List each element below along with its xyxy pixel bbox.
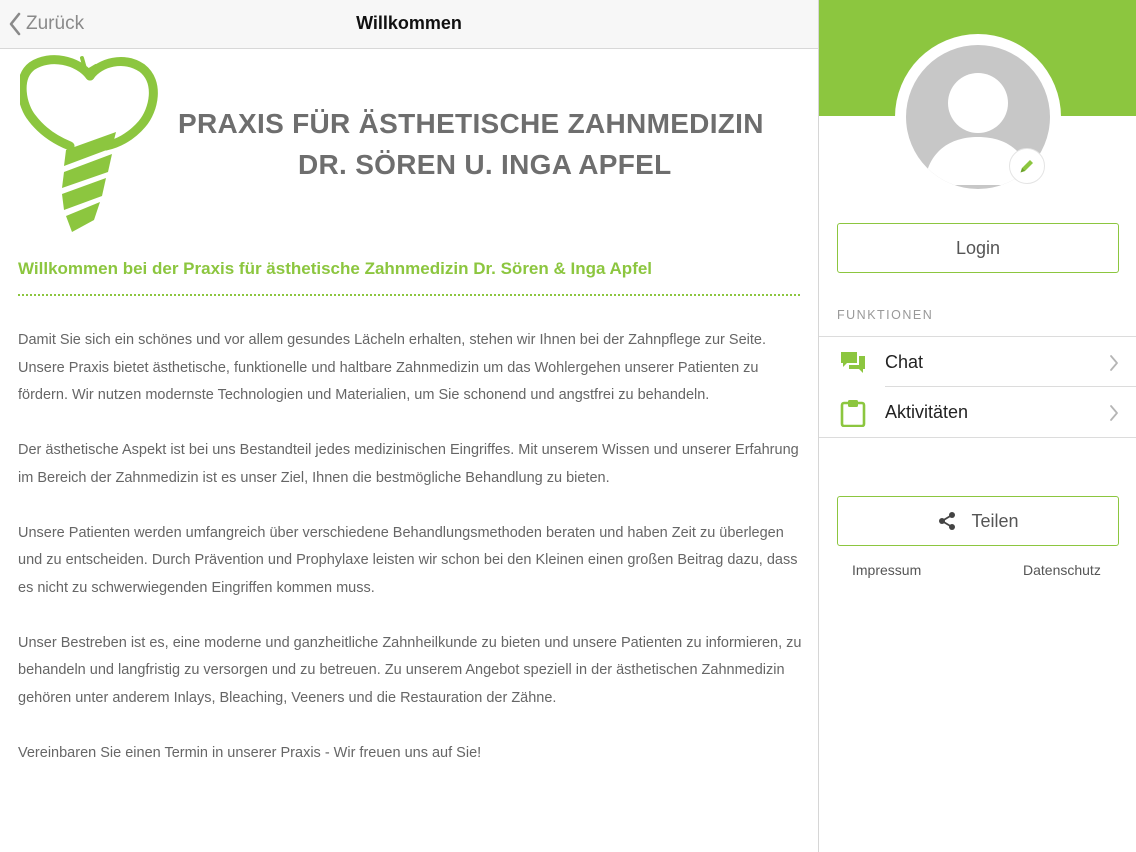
back-label: Zurück	[26, 13, 85, 34]
article-paragraph: Vereinbaren Sie einen Termin in unserer Praxis - Wir freuen uns auf Sie!	[18, 744, 482, 761]
impressum-link[interactable]: Impressum	[852, 562, 922, 578]
navigation-bar	[0, 0, 818, 49]
article-paragraph: Damit Sie sich ein schönes und vor allem gesundes Lächeln erhalten, stehen wir Ihnen bei der Zahnpflege zur Seite. Unsere Praxis bietet ästhetische, funktionelle und haltbare Zahnmedizin um das Wohlergehen unserer Patienten zu fördern. Wir nutzen modernste Technologien und Materialien, um Sie schonend und angstfrei zu behandeln.	[18, 332, 766, 403]
menu-item-chat[interactable]	[819, 337, 1136, 387]
sidebar	[818, 0, 1136, 852]
dotted-divider	[18, 294, 800, 296]
share-icon	[937, 511, 957, 531]
menu-item-label: Chat	[885, 352, 924, 372]
article-paragraph: Der ästhetische Aspekt ist bei uns Bestandteil jedes medizinischen Eingriffes. Mit unserem Wissen und unserer Erfahrung im Bereich der Zahnmedizin ist es unser Ziel, Ihnen die bestmögliche Behandlung zu bieten.	[18, 442, 799, 486]
functions-section-label: FUNKTIONEN	[837, 308, 934, 322]
login-button[interactable]: Login	[837, 223, 1119, 273]
share-button[interactable]	[837, 496, 1119, 546]
pencil-icon	[1018, 157, 1036, 175]
article-paragraph: Unsere Patienten werden umfangreich über verschiedene Behandlungsmethoden beraten und haben Zeit zu überlegen und zu entscheiden. Durch Prävention und Prophylaxe leisten wir schon bei den Kleinen einen großen Beitrag dazu, dass es nicht zu schwerwiegenden Eingriffen kommen muss.	[18, 524, 798, 596]
share-label: Teilen	[971, 510, 1019, 531]
brand-line-2: DR. SÖREN U. INGA APFEL	[298, 149, 672, 180]
menu-divider	[819, 437, 1136, 438]
chevron-right-icon	[1109, 404, 1119, 422]
article-paragraph: Unser Bestreben ist es, eine moderne und ganzheitliche Zahnheilkunde zu bieten und unsere Patienten zu informieren, zu behandeln und langfristig zu versorgen und zu betreuen. Zu unserem Angebot speziell in der ästhetischen Zahnmedizin gehören unter anderem Inlays, Bleaching, Veeners und die Restauration der Zähne.	[18, 634, 802, 706]
menu-item-label: Aktivitäten	[885, 402, 969, 422]
clipboard-icon	[839, 399, 867, 427]
edit-avatar-button[interactable]	[1009, 148, 1045, 184]
menu-item-activities[interactable]	[819, 387, 1136, 437]
tooth-implant-logo	[20, 54, 160, 244]
brand-line-1: PRAXIS FÜR ÄSTHETISCHE ZAHNMEDIZIN	[178, 108, 764, 139]
datenschutz-link[interactable]: Datenschutz	[1023, 562, 1101, 578]
chevron-right-icon	[1109, 354, 1119, 372]
chat-icon	[839, 349, 867, 377]
article-headline: Willkommen bei der Praxis für ästhetische Zahnmedizin Dr. Sören & Inga Apfel	[18, 259, 653, 278]
article-body	[18, 327, 808, 795]
page-title: Willkommen	[356, 13, 462, 33]
